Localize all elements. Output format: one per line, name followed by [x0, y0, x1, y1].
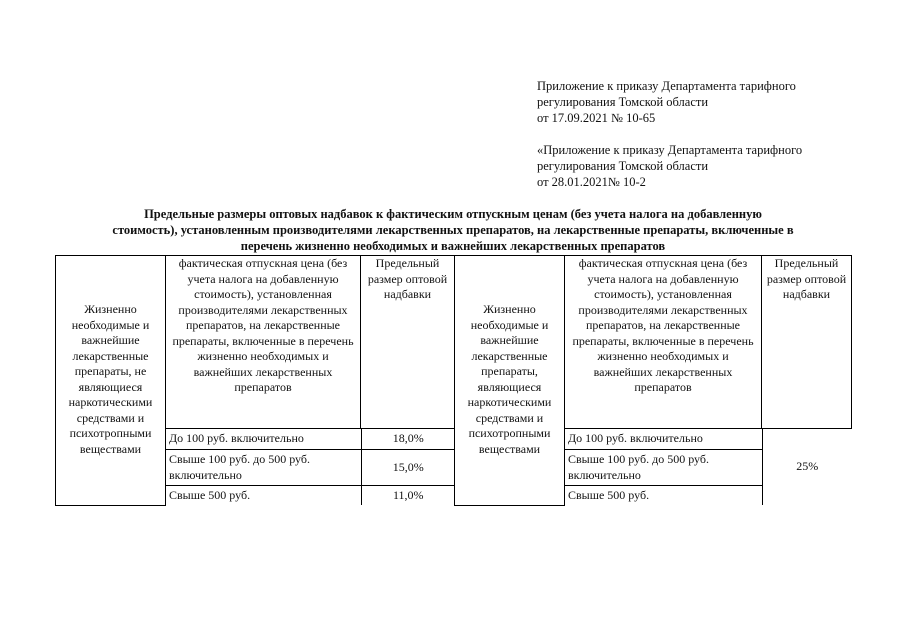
- price-range: Свыше 100 руб. до 500 руб. включительно: [166, 450, 361, 486]
- table-row: [166, 429, 455, 450]
- price-range: До 100 руб. включительно: [166, 429, 361, 450]
- header-line: Приложение к приказу Департамента тарифного: [537, 79, 796, 93]
- left-rates-table: [166, 429, 455, 505]
- right-rates-table: [565, 429, 852, 505]
- price-range: До 100 руб. включительно: [565, 429, 762, 450]
- category-narcotic: Жизненно необходимые и важнейшие лекарственные препараты, являющиеся наркотическими средствами и психотропными веществами: [455, 256, 565, 506]
- order-reference-previous: [537, 142, 802, 190]
- category-non-narcotic: Жизненно необходимые и важнейшие лекарственные препараты, не являющиеся наркотическими средствами и психотропными веществами: [56, 256, 166, 506]
- document-title: [58, 206, 848, 254]
- right-rates: [565, 429, 852, 506]
- markup-value-shared: 25%: [762, 429, 852, 505]
- table-row: [565, 429, 852, 450]
- header-line: от 28.01.2021№ 10-2: [537, 175, 646, 189]
- table-header-row: [56, 256, 852, 429]
- header-line: регулирования Томской области: [537, 95, 709, 109]
- markup-value: 18,0%: [361, 429, 455, 450]
- title-line: Предельные размеры оптовых надбавок к фактическим отпускным ценам (без учета налога на добавленную: [144, 207, 762, 221]
- price-header-right: фактическая отпускная цена (без учета налога на добавленную стоимость), установленная производителями лекарственных препаратов, на лекарственные препараты, включенные в перечень жизненно необходимых и важнейших лекарственных препаратов: [565, 256, 762, 429]
- header-line: «Приложение к приказу Департамента тарифного: [537, 143, 803, 157]
- title-line: стоимость), установленным производителями лекарственных препаратов, на лекарственные препараты, включенные в: [112, 223, 794, 237]
- price-range: Свыше 500 руб.: [166, 486, 361, 506]
- markup-header-left: Предельный размер оптовой надбавки: [361, 256, 455, 429]
- markup-value: 15,0%: [361, 450, 455, 486]
- header-line: от 17.09.2021 № 10-65: [537, 111, 656, 125]
- markup-header-right: Предельный размер оптовой надбавки: [762, 256, 852, 429]
- title-line: перечень жизненно необходимых и важнейших лекарственных препаратов: [240, 239, 666, 253]
- price-range: Свыше 500 руб.: [565, 486, 762, 506]
- left-rates: [166, 429, 455, 506]
- header-line: регулирования Томской области: [537, 159, 709, 173]
- markup-value: 11,0%: [361, 486, 455, 506]
- price-range: Свыше 100 руб. до 500 руб. включительно: [565, 450, 762, 486]
- markup-table: [55, 255, 852, 506]
- table-row: [166, 486, 455, 506]
- price-header-left: фактическая отпускная цена (без учета налога на добавленную стоимость), установленная производителями лекарственных препаратов, на лекарственные препараты, включенные в перечень жизненно необходимых и важнейших лекарственных препаратов: [166, 256, 361, 429]
- table-body-row: [56, 429, 852, 506]
- table-row: [166, 450, 455, 486]
- order-reference-current: [537, 78, 796, 126]
